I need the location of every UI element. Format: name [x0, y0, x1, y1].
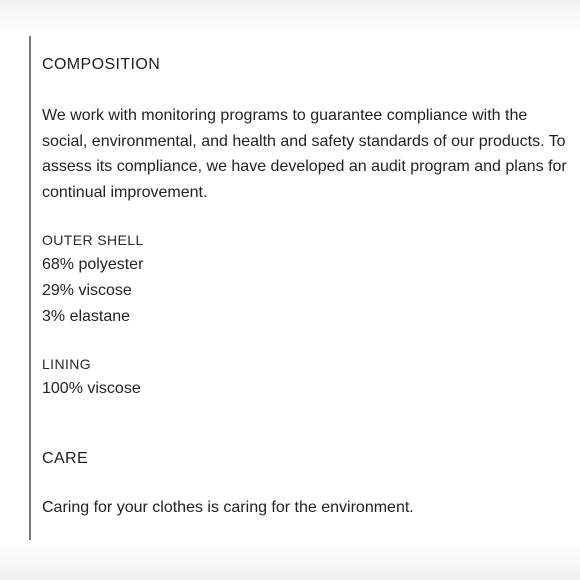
care-heading: CARE	[42, 450, 89, 467]
bottom-shadow	[0, 540, 580, 580]
composition-heading: COMPOSITION	[42, 56, 161, 73]
product-details-panel	[29, 36, 580, 542]
list-item: 68% polyester	[42, 256, 144, 273]
list-item: 29% viscose	[42, 282, 132, 299]
lining-heading: LINING	[42, 356, 92, 372]
top-shadow	[0, 0, 580, 36]
outer-shell-list	[42, 252, 143, 330]
outer-shell-heading: OUTER SHELL	[42, 232, 144, 248]
care-description: Caring for your clothes is caring for the environment.	[42, 499, 414, 516]
list-item: 100% viscose	[42, 380, 141, 397]
lining-list	[42, 376, 141, 402]
composition-description: We work with monitoring programs to guarantee compliance with the social, environmental, and health and safety standards of our products. To assess its compliance, we have developed an audit program and plans for continual improvement.	[42, 107, 567, 201]
list-item: 3% elastane	[42, 308, 131, 325]
